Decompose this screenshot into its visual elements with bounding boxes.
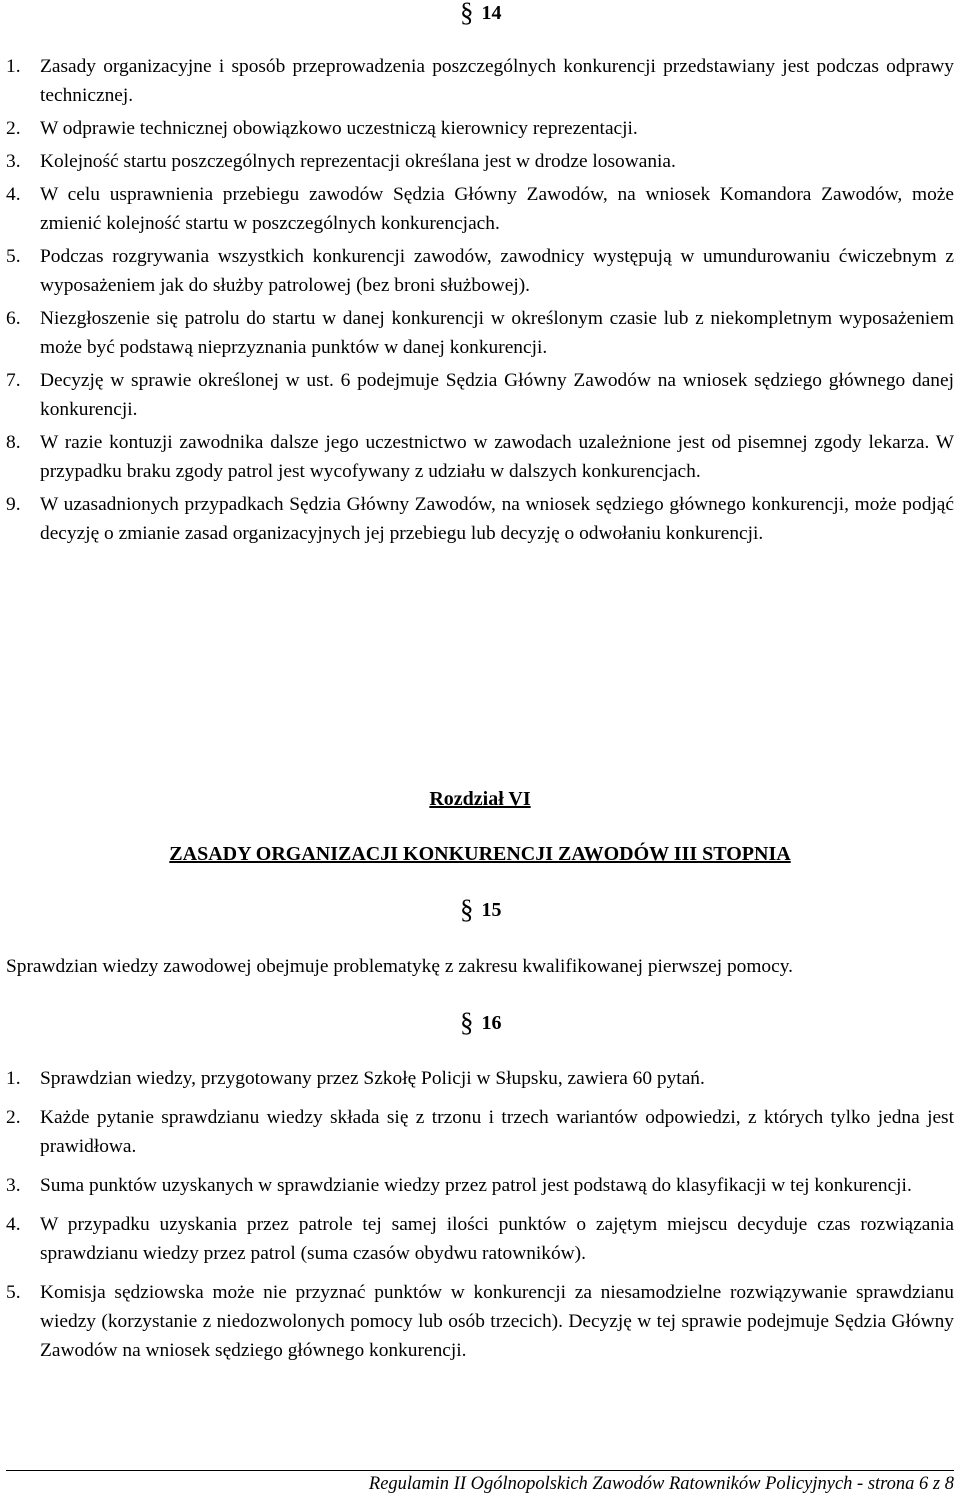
list-item	[0, 1103, 954, 1161]
item-text: W celu usprawnienia przebiegu zawodów Sędzia Główny Zawodów, na wniosek Komandora Zawodów, może zmienić kolejność startu w poszczególnych konkurencjach.	[40, 184, 954, 234]
page-footer: Regulamin II Ogólnopolskich Zawodów Ratowników Policyjnych - strona 6 z 8	[368, 1474, 954, 1494]
section-number: 14	[481, 2, 502, 24]
item-text: Niezgłoszenie się patrolu do startu w danej konkurencji w określonym czasie lub z niekompletnym wyposażeniem może być podstawą nieprzyznania punktów w danej konkurencji.	[40, 308, 954, 358]
section-15-heading	[460, 894, 502, 924]
item-number: 8.	[6, 432, 21, 453]
item-text: Kolejność startu poszczególnych reprezentacji określana jest w drodze losowania.	[40, 151, 676, 172]
list-item	[0, 366, 954, 424]
list-item	[0, 242, 954, 300]
section-symbol: §	[460, 0, 474, 27]
list-item	[0, 114, 954, 143]
list-item	[0, 428, 954, 486]
list-item	[0, 1210, 954, 1268]
item-number: 5.	[6, 246, 21, 267]
list-item	[0, 1278, 954, 1365]
item-number: 6.	[6, 308, 21, 329]
section-symbol: §	[460, 894, 474, 924]
item-number: 5.	[6, 1282, 21, 1303]
list-item	[0, 304, 954, 362]
item-number: 4.	[6, 1214, 21, 1235]
item-text: Każde pytanie sprawdzianu wiedzy składa się z trzonu i trzech wariantów odpowiedzi, z których tylko jedna jest prawidłowa.	[40, 1107, 954, 1157]
item-number: 7.	[6, 370, 21, 391]
item-text: Podczas rozgrywania wszystkich konkurencji zawodów, zawodnicy występują w umundurowaniu ćwiczebnym z wyposażeniem jak do służby patrolowej (bez broni służbowej).	[40, 246, 954, 296]
section-number: 16	[481, 1012, 502, 1034]
item-number: 3.	[6, 1175, 21, 1196]
item-text: W razie kontuzji zawodnika dalsze jego uczestnictwo w zawodach uzależnione jest od pisemnej zgody lekarza. W przypadku braku zgody patrol jest wycofywany z udziału w dalszych konkurencjach.	[40, 432, 954, 482]
item-text: Zasady organizacyjne i sposób przeprowadzenia poszczególnych konkurencji przedstawiany jest podczas odprawy technicznej.	[40, 56, 954, 106]
chapter-title: Rozdział VI	[429, 788, 531, 810]
footer-divider	[6, 1470, 954, 1471]
list-item	[0, 52, 954, 110]
item-text: Sprawdzian wiedzy, przygotowany przez Szkołę Policji w Słupsku, zawiera 60 pytań.	[40, 1068, 705, 1089]
item-number: 4.	[6, 184, 21, 205]
item-number: 1.	[6, 56, 21, 77]
section-16-list	[0, 1064, 954, 1375]
item-text: W odprawie technicznej obowiązkowo uczestniczą kierownicy reprezentacji.	[40, 118, 638, 139]
list-item	[0, 180, 954, 238]
item-text: Suma punktów uzyskanych w sprawdzianie wiedzy przez patrol jest podstawą do klasyfikacji w tej konkurencji.	[40, 1175, 912, 1196]
item-text: W uzasadnionych przypadkach Sędzia Główny Zawodów, na wniosek sędziego głównego konkurencji, może podjąć decyzję o zmianie zasad organizacyjnych jej przebiegu lub decyzję o odwołaniu konkurencji.	[40, 494, 954, 544]
section-16-heading	[460, 1007, 502, 1037]
item-number: 3.	[6, 151, 21, 172]
list-item	[0, 147, 954, 176]
section-14-heading	[460, 0, 502, 25]
section-number: 15	[481, 899, 502, 921]
list-item	[0, 1171, 954, 1200]
item-number: 2.	[6, 118, 21, 139]
list-item	[0, 1064, 954, 1093]
section-15-paragraph: Sprawdzian wiedzy zawodowej obejmuje problematykę z zakresu kwalifikowanej pierwszej pomocy.	[6, 956, 794, 977]
item-text: Decyzję w sprawie określonej w ust. 6 podejmuje Sędzia Główny Zawodów na wniosek sędziego głównego danej konkurencji.	[40, 370, 954, 420]
item-number: 1.	[6, 1068, 21, 1089]
chapter-subtitle: ZASADY ORGANIZACJI KONKURENCJI ZAWODÓW III STOPNIA	[169, 843, 791, 865]
item-number: 9.	[6, 494, 21, 515]
section-symbol: §	[460, 1007, 474, 1037]
item-text: Komisja sędziowska może nie przyznać punktów w konkurencji za niesamodzielne rozwiązywanie sprawdzianu wiedzy (korzystanie z niedozwolonych pomocy lub osób trzecich). Decyzję w tej sprawie podejmuje Sędzia Główny Zawodów na wniosek sędziego głównego konkurencji.	[40, 1282, 954, 1361]
item-number: 2.	[6, 1107, 21, 1128]
list-item	[0, 490, 954, 548]
item-text: W przypadku uzyskania przez patrole tej samej ilości punktów o zajętym miejscu decyduje czas rozwiązania sprawdzianu wiedzy przez patrol (suma czasów obydwu ratowników).	[40, 1214, 954, 1264]
section-14-list	[0, 52, 954, 552]
